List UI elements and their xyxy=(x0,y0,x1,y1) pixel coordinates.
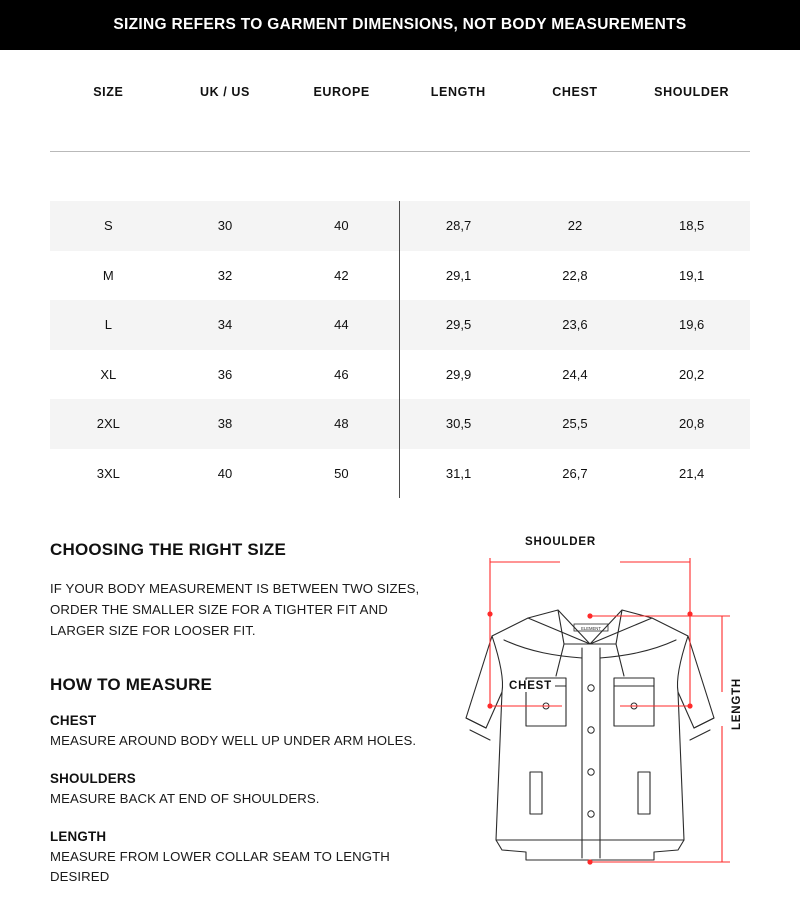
measure-point xyxy=(487,703,492,708)
jacket-illustration-svg xyxy=(430,540,750,900)
column-header-europe: EUROPE xyxy=(313,85,370,99)
cell-length: 31,1 xyxy=(400,449,517,499)
diagram-column xyxy=(430,536,750,900)
jacket-right-welt-pocket xyxy=(638,772,650,814)
measure-length-label: LENGTH xyxy=(50,829,107,844)
cell-shoulder: 20,8 xyxy=(678,416,705,432)
jacket-left-yoke xyxy=(504,640,582,658)
cell-size: 2XL xyxy=(96,416,120,432)
cell-shoulder: 19,1 xyxy=(678,267,705,283)
cell-europe: 50 xyxy=(334,465,349,481)
jacket-buttons-group xyxy=(543,685,637,817)
button-icon xyxy=(588,811,594,817)
jacket-right-sleeve-seam xyxy=(677,636,688,692)
diagram-label-length: LENGTH xyxy=(731,675,743,733)
measure-point xyxy=(587,613,592,618)
table-row xyxy=(50,251,750,301)
table-row xyxy=(50,449,750,499)
cell-shoulder: 21,4 xyxy=(678,465,705,481)
measure-point xyxy=(587,859,592,864)
cell-length: 30,5 xyxy=(400,399,517,449)
lower-section xyxy=(0,536,800,900)
measure-chest-text: MEASURE AROUND BODY WELL UP UNDER ARM HOLES. xyxy=(50,733,417,748)
jacket-left-cuff-bottom xyxy=(470,730,490,740)
cell-uk-us: 38 xyxy=(217,416,233,432)
header-banner xyxy=(0,0,800,50)
cell-europe: 40 xyxy=(334,218,349,234)
button-icon xyxy=(588,727,594,733)
cell-chest: 22 xyxy=(567,218,583,234)
jacket-right-cuff-bottom xyxy=(690,730,710,740)
column-header-size: SIZE xyxy=(93,85,124,99)
garment-measurement-diagram xyxy=(430,536,750,900)
size-table-head xyxy=(50,84,750,152)
instructions-column xyxy=(50,540,430,900)
cell-chest: 22,8 xyxy=(562,267,588,283)
column-header-chest: CHEST xyxy=(552,85,598,99)
banner-text: SIZING REFERS TO GARMENT DIMENSIONS, NOT BODY MEASUREMENTS xyxy=(113,16,687,33)
cell-length: 29,1 xyxy=(400,251,517,301)
table-row xyxy=(50,350,750,400)
cell-europe: 42 xyxy=(334,267,349,283)
jacket-left-welt-pocket xyxy=(530,772,542,814)
cell-shoulder: 19,6 xyxy=(678,317,705,333)
jacket-lapel-left xyxy=(556,644,564,676)
measure-chest-label: CHEST xyxy=(50,713,97,728)
cell-chest: 26,7 xyxy=(562,465,588,481)
cell-uk-us: 40 xyxy=(217,465,233,481)
jacket-right-yoke xyxy=(600,640,676,658)
button-icon xyxy=(588,685,594,691)
table-spacer-row xyxy=(50,152,750,202)
diagram-label-chest: CHEST xyxy=(506,680,555,692)
cell-europe: 46 xyxy=(334,366,349,382)
jacket-body-path xyxy=(466,618,714,860)
column-header-length: LENGTH xyxy=(430,85,486,99)
measure-length-text: MEASURE FROM LOWER COLLAR SEAM TO LENGTH DESIRED xyxy=(50,849,390,884)
jacket-right-cuff-top xyxy=(694,718,714,728)
table-header-row xyxy=(50,84,750,152)
jacket-right-pocket-flap xyxy=(614,678,654,686)
column-header-uk-us: UK / US xyxy=(199,85,250,99)
cell-length: 29,5 xyxy=(400,300,517,350)
cell-size: L xyxy=(104,317,112,333)
cell-length: 28,7 xyxy=(400,201,517,251)
table-row xyxy=(50,399,750,449)
cell-shoulder: 18,5 xyxy=(678,218,705,234)
size-table-wrapper xyxy=(0,84,800,498)
button-icon xyxy=(588,769,594,775)
diagram-label-shoulder: SHOULDER xyxy=(522,536,599,548)
cell-length: 29,9 xyxy=(400,350,517,400)
cell-europe: 48 xyxy=(334,416,349,432)
size-table xyxy=(50,84,750,498)
jacket-outline-group xyxy=(466,610,714,860)
choosing-size-body: IF YOUR BODY MEASUREMENT IS BETWEEN TWO SIZES, ORDER THE SMALLER SIZE FOR A TIGHTER FIT AND LARGER SIZE FOR LOOSER FIT. xyxy=(50,581,420,638)
cell-size: M xyxy=(102,267,114,283)
choosing-size-title: CHOOSING THE RIGHT SIZE xyxy=(50,540,287,559)
measure-point xyxy=(687,703,692,708)
how-to-measure-title: HOW TO MEASURE xyxy=(50,675,213,694)
cell-uk-us: 32 xyxy=(217,267,233,283)
jacket-left-sleeve-seam xyxy=(492,636,503,692)
measure-shoulders-text: MEASURE BACK AT END OF SHOULDERS. xyxy=(50,791,320,806)
measurement-points-group xyxy=(487,611,692,864)
cell-size: S xyxy=(103,218,113,234)
table-row xyxy=(50,201,750,251)
cell-chest: 25,5 xyxy=(562,416,588,432)
cell-size: 3XL xyxy=(96,465,120,481)
size-table-body xyxy=(50,152,750,499)
cell-uk-us: 36 xyxy=(217,366,233,382)
cell-europe: 44 xyxy=(334,317,349,333)
column-header-shoulder: SHOULDER xyxy=(654,85,730,99)
measure-shoulders-label: SHOULDERS xyxy=(50,771,136,786)
cell-chest: 23,6 xyxy=(562,317,588,333)
measure-point xyxy=(687,611,692,616)
measure-point xyxy=(487,611,492,616)
jacket-lapel-right xyxy=(616,644,624,676)
cell-chest: 24,4 xyxy=(562,366,588,382)
cell-shoulder: 20,2 xyxy=(678,366,705,382)
table-row xyxy=(50,300,750,350)
cell-uk-us: 30 xyxy=(217,218,233,234)
cell-size: XL xyxy=(100,366,117,382)
brand-tag-text: ELEMENT xyxy=(581,626,601,631)
cell-uk-us: 34 xyxy=(217,317,233,333)
jacket-left-cuff-top xyxy=(466,718,486,728)
